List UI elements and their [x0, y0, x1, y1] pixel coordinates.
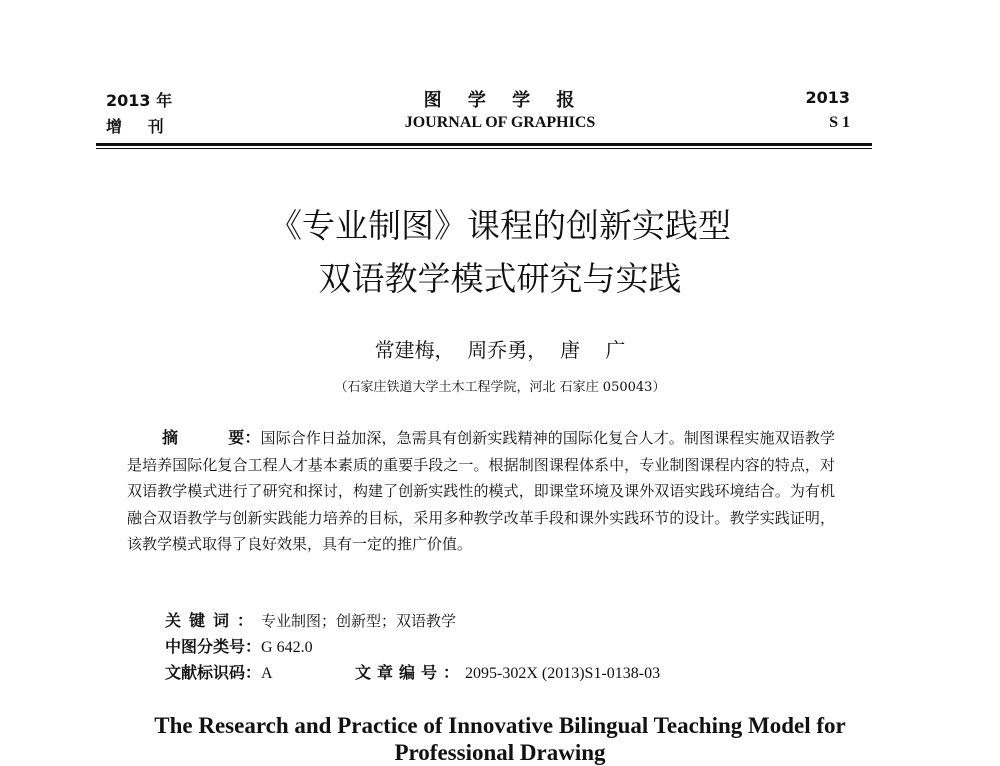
header-journal-cn: 图 学 学 报: [423, 90, 585, 111]
paper-title-line-2: 双语教学模式研究与实践: [318, 259, 682, 298]
abstract-text: 国际合作日益加深，急需具有创新实践精神的国际化复合人才。制图课程实施双语教学是培养国际化复合工程人才基本素质的重要手段之一。根据制图课程体系中，专业制图课程内容的特点，对双语教学模式进行了研究和探讨，构建了创新实践性的模式，即课堂环境及课外双语实践环境结合。为有机融合双语教学与创新实践能力培养的目标，采用多种教学改革手段和课外实践环节的设计。教学实践证明，该教学模式取得了良好效果，具有一定的推广价值。: [127, 429, 835, 553]
header-year-cn: 2013 年: [106, 91, 173, 110]
keywords-row: [165, 608, 456, 631]
affiliation: （石家庄铁道大学土木工程学院，河北 石家庄 050043）: [334, 380, 666, 395]
article-number-label: 文章编号：: [355, 663, 466, 682]
keywords-value: 专业制图；创新型；双语教学: [261, 612, 457, 630]
clc-label: 中图分类号：: [165, 637, 262, 656]
author-list: 常建梅， 周乔勇， 唐 广: [374, 338, 626, 362]
abstract-label-part-1: 摘: [162, 428, 179, 447]
header-journal-en: JOURNAL OF GRAPHICS: [404, 114, 596, 131]
clc-value: G 642.0: [261, 639, 313, 656]
abstract: [127, 425, 835, 558]
header-issue: S 1: [829, 114, 850, 131]
header-year: 2013: [805, 88, 850, 107]
abstract-label: [127, 428, 261, 447]
paper-title-line-1: 《专业制图》课程的创新实践型: [269, 206, 731, 245]
doc-code-row: [165, 660, 661, 683]
doc-code-label: 文献标识码：: [165, 663, 262, 682]
article-number-value: 2095-302X (2013)S1-0138-03: [465, 665, 661, 682]
header-rule-thick: [96, 143, 872, 146]
clc-row: [165, 634, 313, 657]
english-title-line-1: The Research and Practice of Innovative Bilingual Teaching Model for: [154, 713, 846, 738]
abstract-label-part-2: 要：: [228, 428, 261, 447]
keywords-label: 关键词：: [165, 611, 262, 630]
english-title-line-2: Professional Drawing: [394, 740, 606, 765]
header-rule-thin: [96, 148, 872, 149]
article-number: [355, 660, 660, 683]
doc-code-value: A: [261, 665, 273, 682]
header-issue-cn: 增 刊: [106, 117, 174, 136]
